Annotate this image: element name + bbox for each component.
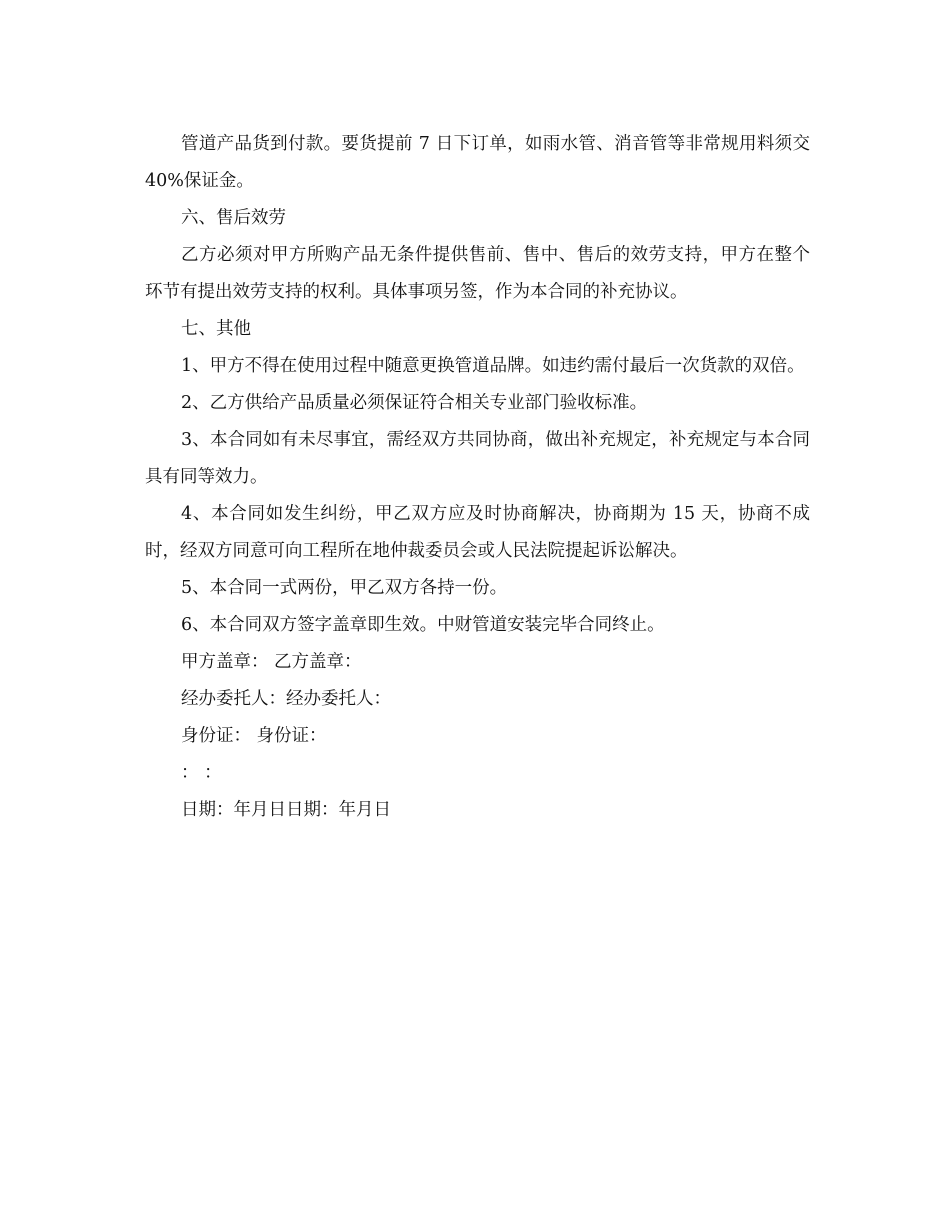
signature-date-line: 日期：年月日日期：年月日 — [181, 800, 391, 820]
document-body — [145, 126, 810, 829]
clause-5: 5、本合同一式两份，甲乙双方各持一份。 — [181, 578, 508, 598]
signature-seal-line: 甲方盖章： 乙方盖章： — [181, 652, 362, 672]
section-heading-other: 七、其他 — [181, 319, 251, 339]
clause-2: 2、乙方供给产品质量必须保证符合相关专业部门验收标准。 — [181, 393, 648, 413]
signature-agent-line: 经办委托人：经办委托人： — [181, 689, 391, 709]
section-heading-after-sales: 六、售后效劳 — [181, 208, 286, 228]
clause-1: 1、甲方不得在使用过程中随意更换管道品牌。如违约需付最后一次货款的双倍。 — [181, 356, 805, 376]
signature-blank-line: ： ： — [181, 763, 222, 783]
clause-4: 4、本合同如发生纠纷，甲乙双方应及时协商解决，协商期为 15 天，协商不成时，经双方同意可向工程所在地仲裁委员会或人民法院提起诉讼解决。 — [145, 504, 810, 561]
clause-6: 6、本合同双方签字盖章即生效。中财管道安装完毕合同终止。 — [181, 615, 665, 635]
signature-id-line: 身份证： 身份证： — [181, 726, 327, 746]
clause-3: 3、本合同如有未尽事宜，需经双方共同协商，做出补充规定，补充规定与本合同具有同等效力。 — [145, 430, 810, 487]
paragraph-after-sales: 乙方必须对甲方所购产品无条件提供售前、售中、售后的效劳支持，甲方在整个环节有提出效劳支持的权利。具体事项另签，作为本合同的补充协议。 — [145, 245, 810, 302]
paragraph-payment-terms: 管道产品货到付款。要货提前 7 日下订单，如雨水管、消音管等非常规用料须交 40%保证金。 — [145, 134, 810, 191]
